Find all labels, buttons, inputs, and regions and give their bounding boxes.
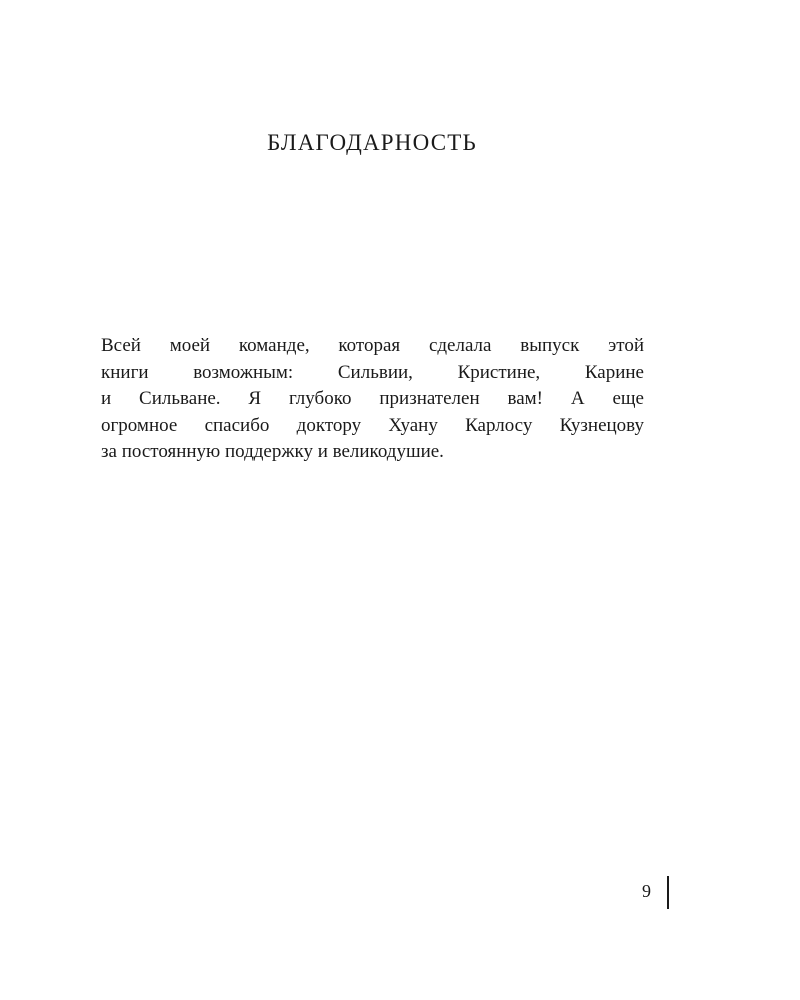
- page-number: 9: [642, 881, 651, 901]
- paragraph-line: книги возможным: Сильвии, Кристине, Карине: [101, 361, 644, 383]
- acknowledgment-paragraph: [101, 333, 644, 466]
- page-title: БЛАГОДАРНОСТЬ: [267, 130, 477, 155]
- paragraph-line: огромное спасибо доктору Хуану Карлосу Кузнецову: [101, 414, 644, 436]
- paragraph-line: и Сильване. Я глубоко признателен вам! А еще: [101, 388, 644, 409]
- paragraph-line: за постоянную поддержку и великодушие.: [101, 441, 444, 462]
- page-number-rule: [667, 876, 669, 909]
- paragraph-line: Всей моей команде, которая сделала выпуск этой: [101, 335, 644, 356]
